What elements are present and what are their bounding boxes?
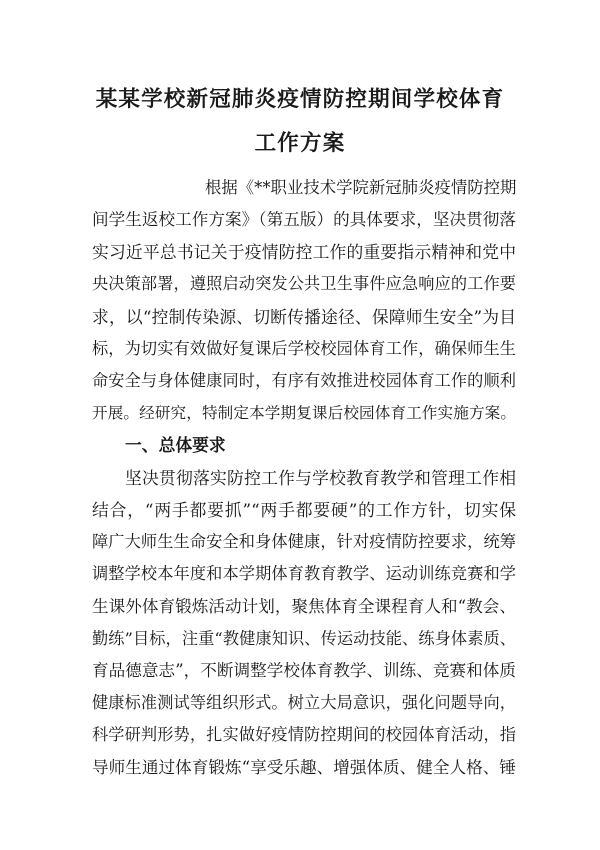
paragraph-2-line: 调整学校本年度和本学期体育教育教学、运动训练竞赛和学 bbox=[92, 564, 516, 583]
paragraph-1-line: 开展。经研究，特制定本学期复课后校园体育工作实施方案。 bbox=[92, 404, 516, 422]
paragraph-1-line: 根据《**职业技术学院新冠肺炎疫情防控期 bbox=[205, 178, 517, 197]
section-heading-overall-requirements: 一、总体要求 bbox=[125, 435, 226, 455]
paragraph-1-line: 间学生返校工作方案》（第五版）的具体要求，坚决贯彻落 bbox=[92, 210, 516, 229]
paragraph-1-line: 命安全与身体健康同时，有序有效推进校园体育工作的顺利 bbox=[92, 371, 516, 390]
paragraph-2-line: 健康标准测试等组织形式。树立大局意识，强化问题导向， bbox=[92, 693, 516, 712]
paragraph-2-line: 坚决贯彻落实防控工作与学校教育教学和管理工作相 bbox=[125, 468, 516, 488]
paragraph-2-line: 结合，“两手都要抓”“两手都要硬”的工作方针，切实保 bbox=[92, 500, 516, 520]
paragraph-2-line: 科学研判形势，扎实做好疫情防控期间的校园体育活动，指 bbox=[92, 725, 516, 744]
paragraph-2-line: 导师生通过体育锻炼“享受乐趣、增强体质、健全人格、锤 bbox=[92, 758, 516, 777]
paragraph-2-line: 障广大师生生命安全和身体健康，针对疫情防控要求，统筹 bbox=[92, 532, 516, 551]
paragraph-1-line: 标，为切实有效做好复课后学校校园体育工作，确保师生生 bbox=[92, 339, 516, 358]
paragraph-2-line: 生课外体育锻炼活动计划，聚焦体育全课程育人和“教会、 bbox=[92, 597, 516, 616]
paragraph-2-line: 育品德意志”，不断调整学校体育教学、训练、竞赛和体质 bbox=[92, 661, 516, 680]
document-title-line-2: 工作方案 bbox=[254, 131, 346, 156]
paragraph-1-line: 实习近平总书记关于疫情防控工作的重要指示精神和党中 bbox=[92, 242, 516, 262]
paragraph-2-line: 勤练”目标，注重“教健康知识、传运动技能、练身体素质、 bbox=[92, 629, 516, 648]
document-title-line-1: 某某学校新冠肺炎疫情防控期间学校体育 bbox=[95, 87, 505, 112]
paragraph-1-line: 央决策部署，遵照启动突发公共卫生事件应急响应的工作要 bbox=[92, 274, 516, 293]
paragraph-1-line: 求，以“控制传染源、切断传播途径、保障师生安全”为目 bbox=[92, 307, 516, 327]
